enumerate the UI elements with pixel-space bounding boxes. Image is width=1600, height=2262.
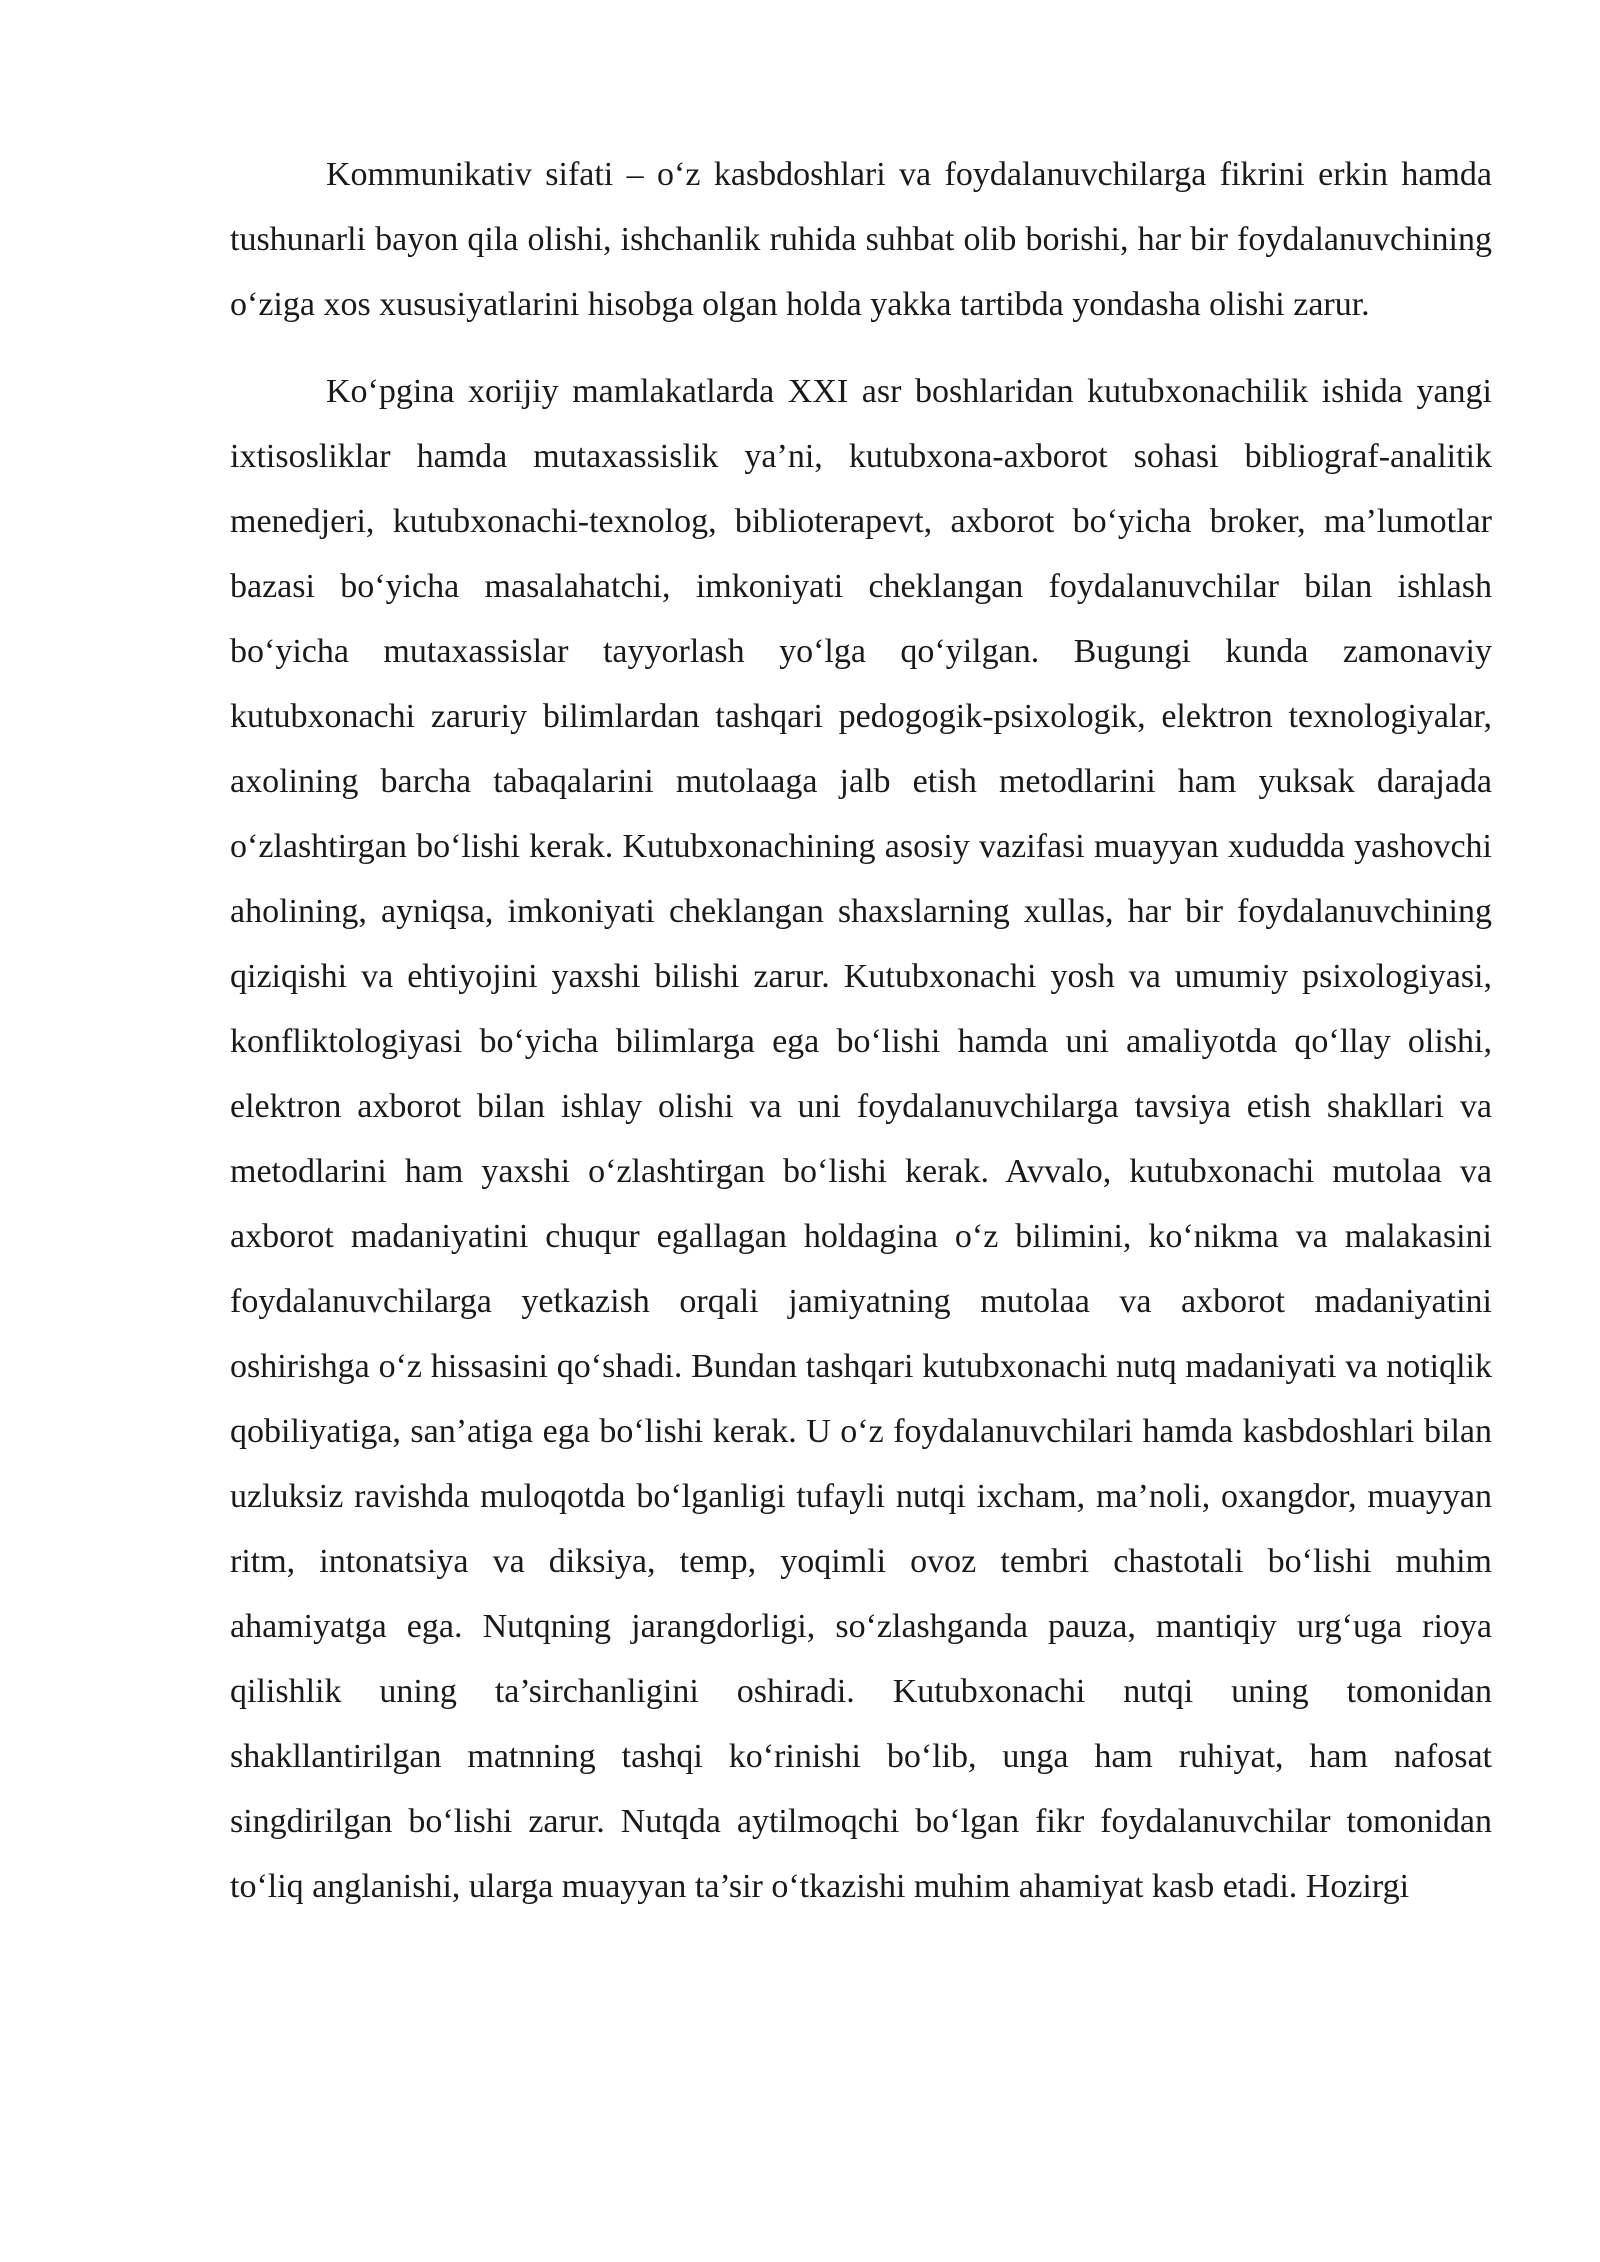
body-text <box>230 142 1492 1919</box>
paragraph-new-specialties: Ko‘pgina xorijiy mamlakatlarda XXI asr boshlaridan kutubxonachilik ishida yangi ixtisosliklar hamda mutaxassislik ya’ni, kutubxona-axborot sohasi bibliograf-analitik menedjeri, kutubxonachi-texnolog, biblioterapevt, axborot bo‘yicha broker, ma’lumotlar bazasi bo‘yicha masalahatchi, imkoniyati cheklangan foydalanuvchilar bilan ishlash bo‘yicha mutaxassislar tayyorlash yo‘lga qo‘yilgan. Bugungi kunda zamonaviy kutubxonachi zaruriy bilimlardan tashqari pedogogik-psixologik, elektron texnologiyalar, axolining barcha tabaqalarini mutolaaga jalb etish metodlarini ham yuksak darajada o‘zlashtirgan bo‘lishi kerak. Kutubxonachining asosiy vazifasi muayyan xududda yashovchi aholining, ayniqsa, imkoniyati cheklangan shaxslarning xullas, har bir foydalanuvchining qiziqishi va ehtiyojini yaxshi bilishi zarur. Kutubxonachi yosh va umumiy psixologiyasi, konfliktologiyasi bo‘yicha bilimlarga ega bo‘lishi hamda uni amaliyotda qo‘llay olishi, elektron axborot bilan ishlay olishi va uni foydalanuvchilarga tavsiya etish shakllari va metodlarini ham yaxshi o‘zlashtirgan bo‘lishi kerak. Avvalo, kutubxonachi mutolaa va axborot madaniyatini chuqur egallagan holdagina o‘z bilimini, ko‘nikma va malakasini foydalanuvchilarga yetkazish orqali jamiyatning mutolaa va axborot madaniyatini oshirishga o‘z hissasini qo‘shadi. Bundan tashqari kutubxonachi nutq madaniyati va notiqlik qobiliyatiga, san’atiga ega bo‘lishi kerak. U o‘z foydalanuvchilari hamda kasbdoshlari bilan uzluksiz ravishda muloqotda bo‘lganligi tufayli nutqi ixcham, ma’noli, oxangdor, muayyan ritm, intonatsiya va diksiya, temp, yoqimli ovoz tembri chastotali bo‘lishi muhim ahamiyatga ega. Nutqning jarangdorligi, so‘zlashganda pauza, mantiqiy urg‘uga rioya qilishlik uning ta’sirchanligini oshiradi. Kutubxonachi nutqi uning tomonidan shakllantirilgan matnning tashqi ko‘rinishi bo‘lib, unga ham ruhiyat, ham nafosat singdirilgan bo‘lishi zarur. Nutqda aytilmoqchi bo‘lgan fikr foydalanuvchilar tomonidan to‘liq anglanishi, ularga muayyan ta’sir o‘tkazishi muhim ahamiyat kasb etadi. Hozirgi <box>230 373 1492 1905</box>
paragraph-communicative-quality: Kommunikativ sifati – o‘z kasbdoshlari va foydalanuvchilarga fikrini erkin hamda tushunarli bayon qila olishi, ishchanlik ruhida suhbat olib borishi, har bir foydalanuvchining o‘ziga xos xususiyatlarini hisobga olgan holda yakka tartibda yondasha olishi zarur. <box>230 156 1492 323</box>
